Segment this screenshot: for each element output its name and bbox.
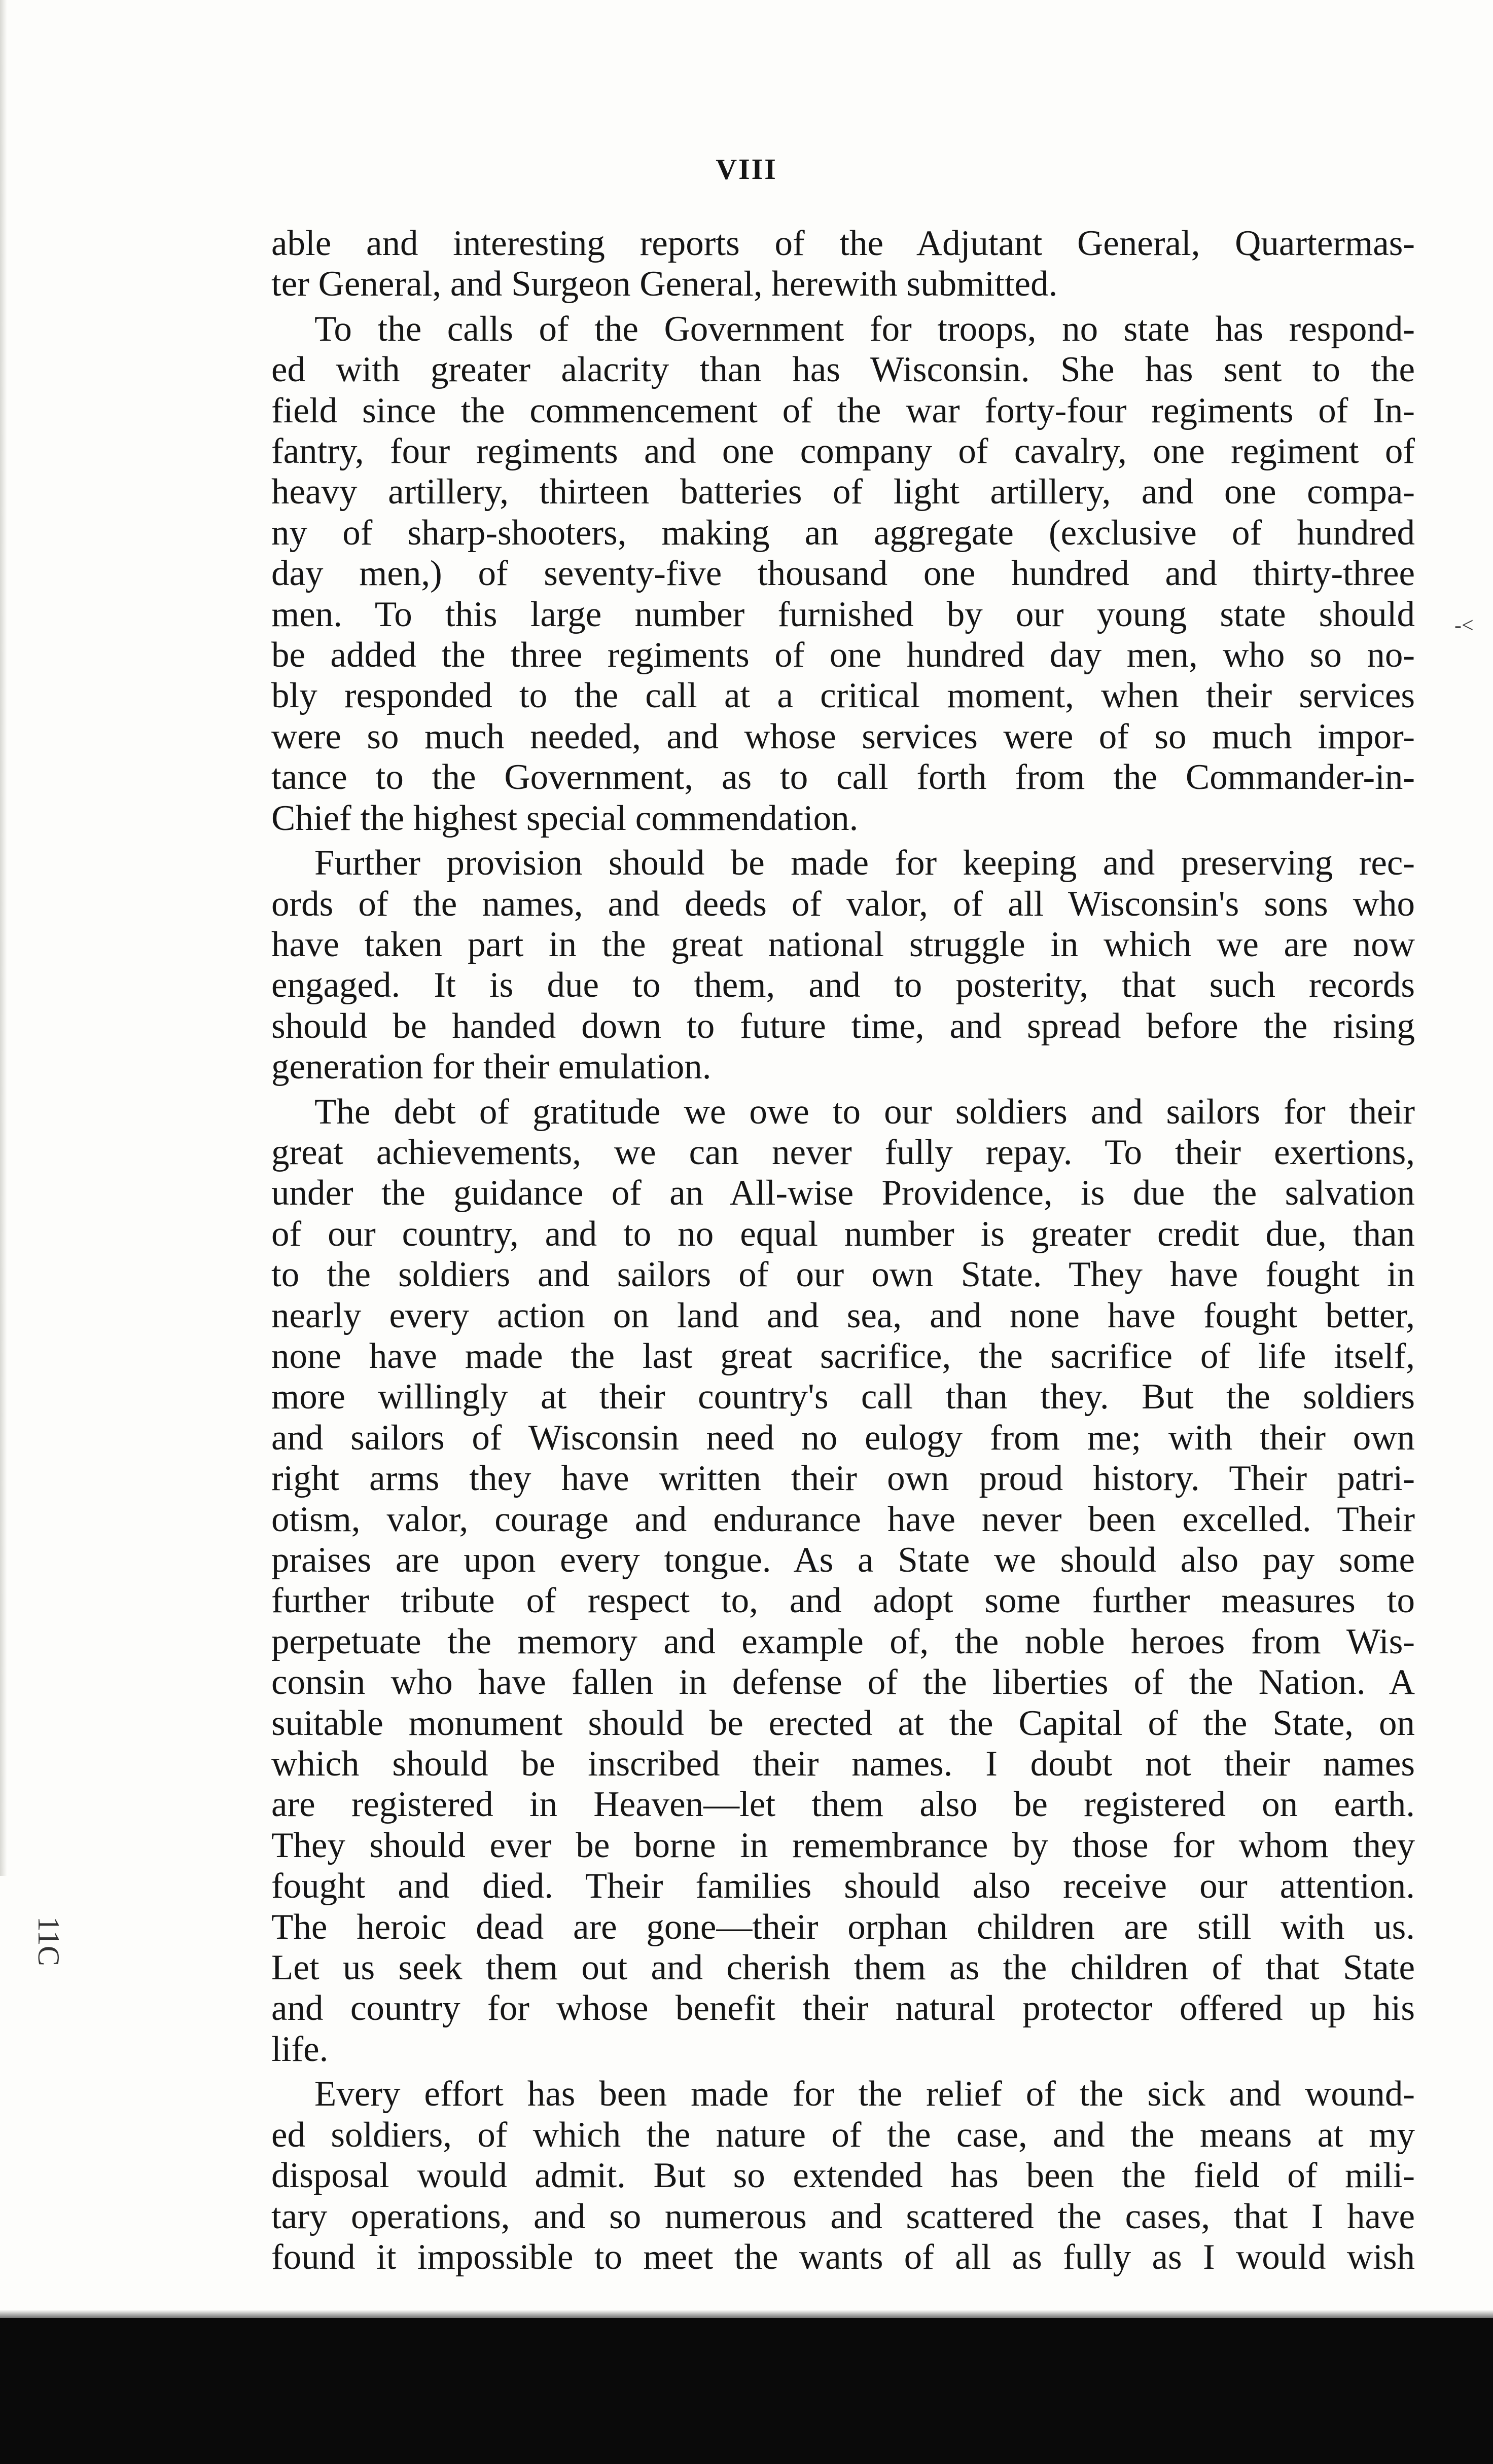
text-line: suitable monument should be erected at the Capital of the State, on (271, 1703, 1415, 1743)
text-line: praises are upon every tongue. As a State we should also pay some (271, 1540, 1415, 1580)
text-line: be added the three regiments of one hundred day men, who so no- (271, 635, 1415, 675)
text-line: engaged. It is due to them, and to posterity, that such records (271, 965, 1415, 1005)
text-line: should be handed down to future time, and spread before the rising (271, 1006, 1415, 1046)
text-line: consin who have fallen in defense of the liberties of the Nation. A (271, 1662, 1415, 1702)
text-line: Chief the highest special commendation. (271, 798, 859, 838)
text-line: more willingly at their country's call than they. But the soldiers (271, 1377, 1415, 1417)
text-line: ed soldiers, of which the nature of the case, and the means at my (271, 2115, 1415, 2155)
text-line: ed with greater alacrity than has Wisconsin. She has sent to the (271, 350, 1415, 390)
text-line: The debt of gratitude we owe to our soldiers and sailors for their (314, 1092, 1415, 1132)
text-line: tance to the Government, as to call forth from the Commander-in- (271, 757, 1415, 798)
text-line: great achievements, we can never fully repay. To their exertions, (271, 1132, 1415, 1172)
paragraph (271, 223, 1415, 305)
text-line: The heroic dead are gone—their orphan children are still with us. (271, 1907, 1415, 1947)
text-line: field since the commencement of the war forty-four regiments of In- (271, 390, 1415, 430)
text-line: which should be inscribed their names. I doubt not their names (271, 1744, 1415, 1784)
text-line: able and interesting reports of the Adjutant General, Quartermas- (271, 224, 1415, 263)
text-line: further tribute of respect to, and adopt some further measures to (271, 1581, 1415, 1621)
text-line: ny of sharp-shooters, making an aggregate (exclusive of hundred (271, 513, 1415, 553)
text-line: day men,) of seventy-five thousand one hundred and thirty-three (271, 554, 1415, 594)
text-line: ords of the names, and deeds of valor, of all Wisconsin's sons who (271, 884, 1415, 924)
text-line: have taken part in the great national struggle in which we are now (271, 924, 1415, 964)
text-line: fantry, four regiments and one company of cavalry, one regiment of (271, 431, 1415, 472)
paragraph (271, 1092, 1415, 2070)
paragraph (271, 309, 1415, 839)
page-number: VIII (716, 153, 777, 186)
text-line: heavy artillery, thirteen batteries of light artillery, and one compa- (271, 472, 1415, 512)
scan-footer-bar (0, 2318, 1493, 2464)
text-line: generation for their emulation. (271, 1047, 712, 1087)
text-line: bly responded to the call at a critical moment, when their services (271, 676, 1415, 716)
body-text (271, 223, 1415, 2281)
paragraph (271, 2074, 1415, 2277)
paragraph (271, 843, 1415, 1087)
text-line: life. (271, 2029, 329, 2069)
text-line: right arms they have written their own proud history. Their patri- (271, 1459, 1415, 1499)
margin-mark: -< (1454, 614, 1474, 637)
text-line: tary operations, and so numerous and scattered the cases, that I have (271, 2196, 1415, 2236)
text-line: and sailors of Wisconsin need no eulogy from me; with their own (271, 1418, 1415, 1458)
text-line: and country for whose benefit their natural protector offered up his (271, 1988, 1415, 2028)
text-line: nearly every action on land and sea, and none have fought better, (271, 1295, 1415, 1335)
text-line: none have made the last great sacrifice, the sacrifice of life itself, (271, 1336, 1415, 1376)
text-line: men. To this large number furnished by our young state should (271, 594, 1415, 634)
text-line: Every effort has been made for the relief of the sick and wound- (314, 2074, 1415, 2114)
text-line: are registered in Heaven—let them also be registered on earth. (271, 1785, 1415, 1825)
text-line: under the guidance of an All-wise Providence, is due the salvation (271, 1173, 1415, 1213)
text-line: of our country, and to no equal number is greater credit due, than (271, 1214, 1415, 1254)
text-line: Further provision should be made for keeping and preserving rec- (314, 843, 1415, 883)
margin-page-stamp: 11C (32, 1916, 65, 1966)
text-line: fought and died. Their families should also receive our attention. (271, 1866, 1415, 1906)
text-line: found it impossible to meet the wants of all as fully as I would wish (271, 2237, 1415, 2277)
text-line: ter General, and Surgeon General, herewith submitted. (271, 264, 1058, 304)
text-line: were so much needed, and whose services were of so much impor- (271, 716, 1415, 756)
text-line: otism, valor, courage and endurance have never been excelled. Their (271, 1499, 1415, 1539)
text-line: disposal would admit. But so extended has been the field of mili- (271, 2156, 1415, 2196)
text-line: To the calls of the Government for troops, no state has respond- (314, 309, 1415, 349)
scan-edge (0, 0, 7, 1876)
text-line: perpetuate the memory and example of, the noble heroes from Wis- (271, 1621, 1415, 1661)
text-line: They should ever be borne in remembrance by those for whom they (271, 1825, 1415, 1865)
text-line: Let us seek them out and cherish them as the children of that State (271, 1948, 1415, 1988)
text-line: to the soldiers and sailors of our own State. They have fought in (271, 1255, 1415, 1295)
